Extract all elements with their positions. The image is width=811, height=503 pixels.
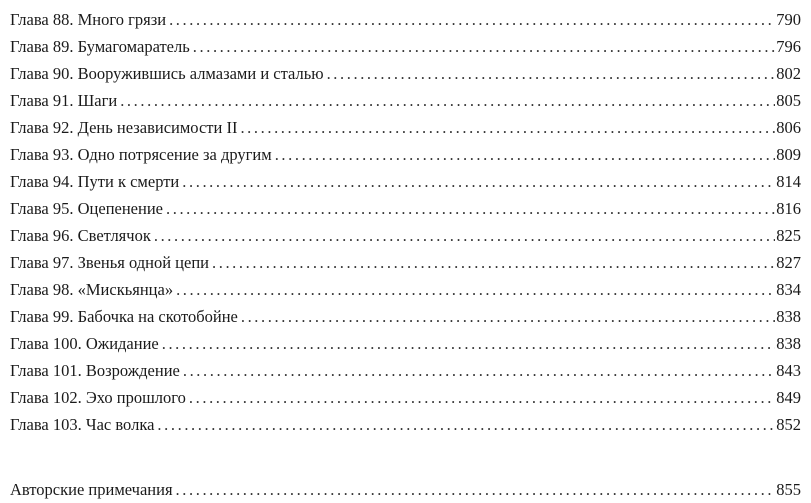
- dot-leader: [240, 114, 775, 141]
- toc-entry-title: Глава 100. Ожидание: [10, 334, 159, 353]
- toc-entry-chapter-89[interactable]: [10, 33, 801, 60]
- toc-entry-title: Глава 92. День независимости II: [10, 118, 238, 137]
- dot-leader: [327, 60, 776, 87]
- toc-entry-chapter-90[interactable]: [10, 60, 801, 87]
- toc-entry-chapter-100[interactable]: [10, 330, 801, 357]
- dot-leader: [157, 411, 775, 438]
- toc-entry-page-number: 855: [776, 480, 801, 499]
- toc-entry-title: Глава 88. Много грязи: [10, 10, 167, 29]
- toc-entry-page-number: 806: [776, 118, 801, 137]
- toc-entry-page-number: 834: [776, 280, 801, 299]
- toc-entry-title: Глава 95. Оцепенение: [10, 199, 163, 218]
- toc-entry-chapter-91[interactable]: [10, 87, 801, 114]
- toc-entry-title: Глава 94. Пути к смерти: [10, 172, 180, 191]
- toc-entry-page-number: 843: [776, 361, 801, 380]
- dot-leader: [166, 195, 775, 222]
- dot-leader: [183, 357, 775, 384]
- toc-entry-page-number: 838: [776, 334, 801, 353]
- toc-entry-title: Глава 103. Час волка: [10, 415, 155, 434]
- toc-entry-title: Глава 90. Вооружившись алмазами и сталью: [10, 64, 324, 83]
- chapter-list: [10, 6, 801, 438]
- section-spacer: [10, 438, 801, 476]
- toc-entry-page-number: 802: [776, 64, 801, 83]
- dot-leader: [212, 249, 775, 276]
- toc-entry-title: Глава 96. Светлячок: [10, 226, 151, 245]
- toc-entry-page-number: 814: [776, 172, 801, 191]
- toc-entry-page-number: 825: [776, 226, 801, 245]
- toc-entry-page-number: 790: [776, 10, 801, 29]
- toc-entry-title: Глава 99. Бабочка на скотобойне: [10, 307, 238, 326]
- dot-leader: [189, 384, 775, 411]
- toc-entry-title: Глава 89. Бумагомаратель: [10, 37, 190, 56]
- toc-entry-title: Глава 102. Эхо прошлого: [10, 388, 186, 407]
- toc-entry-page-number: 852: [776, 415, 801, 434]
- toc-entry-title: Глава 91. Шаги: [10, 91, 118, 110]
- toc-entry-chapter-96[interactable]: [10, 222, 801, 249]
- dot-leader: [154, 222, 775, 249]
- toc-entry-chapter-97[interactable]: [10, 249, 801, 276]
- dot-leader: [169, 6, 775, 33]
- toc-entry-chapter-95[interactable]: [10, 195, 801, 222]
- dot-leader: [275, 141, 776, 168]
- toc-entry-author-notes[interactable]: [10, 476, 801, 503]
- toc-entry-page-number: 849: [776, 388, 801, 407]
- toc-entry-chapter-94[interactable]: [10, 168, 801, 195]
- toc-entry-chapter-92[interactable]: [10, 114, 801, 141]
- toc-entry-chapter-99[interactable]: [10, 303, 801, 330]
- toc-entry-page-number: 838: [776, 307, 801, 326]
- toc-entry-page-number: 805: [776, 91, 801, 110]
- dot-leader: [241, 303, 775, 330]
- toc-entry-chapter-103[interactable]: [10, 411, 801, 438]
- toc-entry-title: Глава 98. «Мискьянца»: [10, 280, 174, 299]
- toc-entry-page-number: 796: [776, 37, 801, 56]
- dot-leader: [176, 476, 776, 503]
- toc-entry-page-number: 827: [776, 253, 801, 272]
- toc-entry-title: Глава 93. Одно потрясение за другим: [10, 145, 272, 164]
- toc-entry-page-number: 816: [776, 199, 801, 218]
- toc-entry-chapter-93[interactable]: [10, 141, 801, 168]
- table-of-contents: [10, 6, 801, 503]
- toc-entry-title: Глава 101. Возрождение: [10, 361, 180, 380]
- dot-leader: [162, 330, 776, 357]
- dot-leader: [193, 33, 775, 60]
- toc-entry-title: Глава 97. Звенья одной цепи: [10, 253, 209, 272]
- toc-entry-chapter-98[interactable]: [10, 276, 801, 303]
- toc-entry-chapter-101[interactable]: [10, 357, 801, 384]
- toc-entry-title: Авторские примечания: [10, 480, 173, 499]
- dot-leader: [120, 87, 775, 114]
- toc-entry-chapter-102[interactable]: [10, 384, 801, 411]
- toc-entry-page-number: 809: [776, 145, 801, 164]
- dot-leader: [176, 276, 775, 303]
- dot-leader: [182, 168, 775, 195]
- toc-entry-chapter-88[interactable]: [10, 6, 801, 33]
